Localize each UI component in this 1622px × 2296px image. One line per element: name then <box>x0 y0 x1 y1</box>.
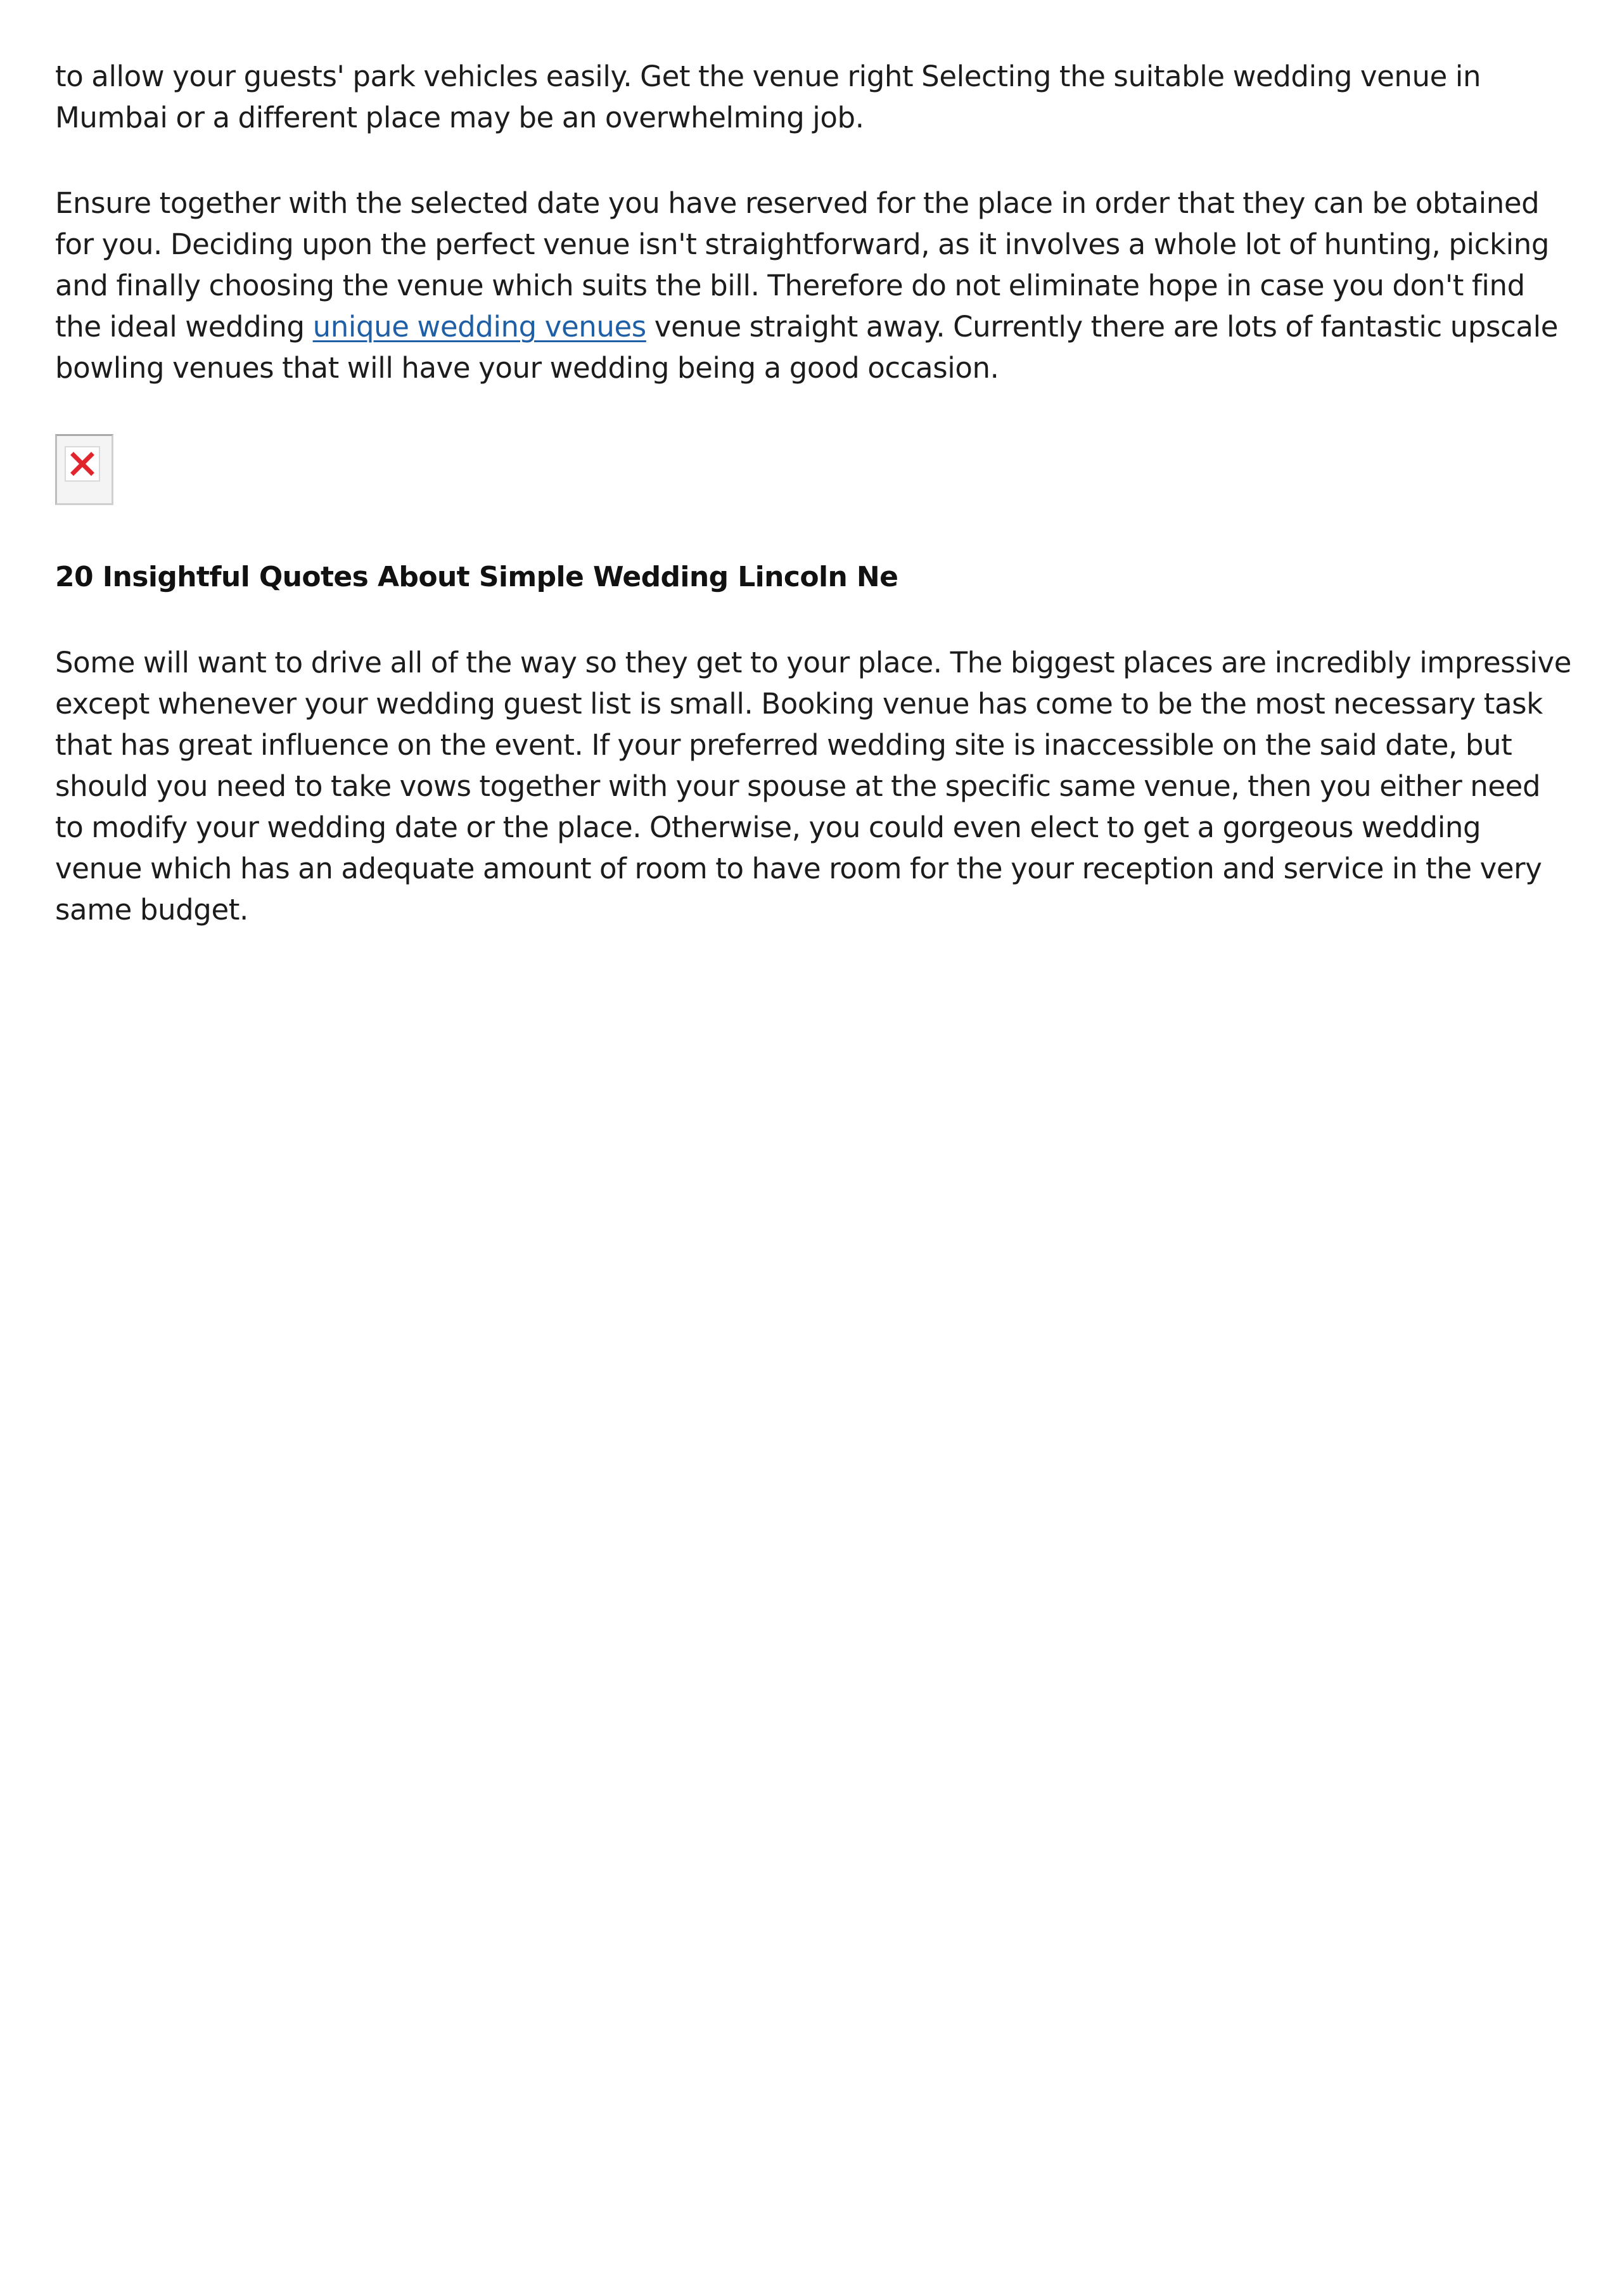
paragraph-venue <box>55 183 1576 388</box>
paragraph-intro: to allow your guests' park vehicles easily. Get the venue right Selecting the suitable wedding venue in Mumbai or a different place may be an overwhelming job. <box>55 60 1481 134</box>
unique-wedding-venues-link[interactable]: unique wedding venues <box>312 310 646 343</box>
paragraph-venue-text-start: Ensure together with the selected date you have reserved for the place in order that they can be obtained for you. Deciding upon the perfect venue isn't straightforward, as it involves a whole lot of hunting, picking and finally choosing the venue which suits the bill. Therefore do not eliminate hope in case you don't find the ideal wedding <box>55 186 1550 343</box>
paragraph-venue-text-end: venue straight away. Currently there are lots of fantastic upscale bowling venues that will have your wedding being a good occasion. <box>55 310 1558 385</box>
article-body <box>55 56 1576 930</box>
paragraph-guests: Some will want to drive all of the way so they get to your place. The biggest places are incredibly impressive except whenever your wedding guest list is small. Booking venue has come to be the most necessary task that has great influence on the event. If your preferred wedding site is inaccessible on the said date, but should you need to take vows together with your spouse at the specific same venue, then you either need to modify your wedding date or the place. Otherwise, you could even elect to get a gorgeous wedding venue which has an adequate amount of room to have room for the your reception and service in the very same budget. <box>55 646 1572 927</box>
broken-image-icon <box>65 446 100 482</box>
broken-image-placeholder <box>55 434 113 505</box>
section-heading: 20 Insightful Quotes About Simple Wedding Lincoln Ne <box>55 561 898 593</box>
